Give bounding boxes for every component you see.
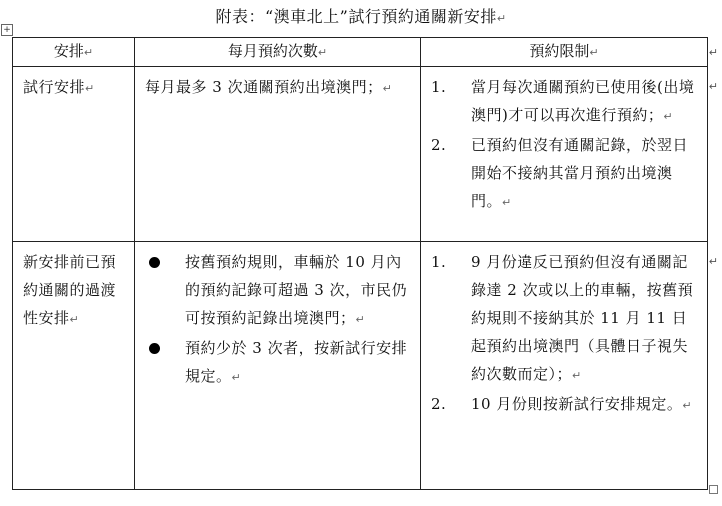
document-title: 附表：“澳車北上”試行預約通關新安排↵ [215, 7, 507, 26]
cell-restrictions [421, 242, 708, 490]
list-item: 1. 當月每次通關預約已使用後(出境澳門)才可以再次進行預約；↵ [431, 78, 695, 124]
list-item: 按舊預約規則，車輛於 10 月內的預約記錄可超過 3 次，市民仍可按預約記錄出境澳門；↵ [145, 248, 410, 334]
bullet-list [145, 248, 410, 392]
bullet-icon [149, 257, 160, 268]
table-move-handle-icon[interactable]: + [1, 24, 13, 36]
cell-monthly-count [135, 242, 421, 490]
header-monthly-count: 每月預約次數↵ [135, 38, 421, 67]
table-row [13, 67, 708, 242]
row-end-mark: ↵ [708, 80, 718, 93]
cell-restrictions [421, 67, 708, 242]
cell-monthly-count: 每月最多 3 次通關預約出境澳門；↵ [135, 67, 421, 242]
list-item: 2. 10 月份則按新試行安排規定。↵ [431, 395, 693, 413]
arrangement-table [12, 37, 708, 490]
table-resize-handle-icon[interactable] [709, 485, 718, 494]
row-end-mark: ↵ [708, 46, 718, 59]
restriction-list [431, 73, 697, 217]
cell-arrangement: 新安排前已預約通關的過渡性安排↵ [13, 242, 135, 490]
header-restrictions: 預約限制↵ [421, 38, 708, 67]
table-row [13, 242, 708, 490]
list-item: 2. 已預約但沒有通關記錄，於翌日開始不接納其當月預約出境澳門。↵ [431, 136, 689, 210]
table-header-row [13, 38, 708, 67]
header-arrangement: 安排↵ [13, 38, 135, 67]
row-end-mark: ↵ [708, 255, 718, 268]
list-item: 1. 9 月份違反已預約但沒有通關記錄達 2 次或以上的車輛，按舊預約規則不接納其於 11 月 11 日起預約出境澳門（具體日子視失約次數而定）；↵ [431, 253, 694, 383]
bullet-icon [149, 343, 160, 354]
list-item: 預約少於 3 次者，按新試行安排規定。↵ [145, 334, 410, 392]
cell-arrangement: 試行安排↵ [13, 67, 135, 242]
paragraph-mark: ↵ [496, 12, 507, 25]
restriction-list [431, 248, 697, 420]
